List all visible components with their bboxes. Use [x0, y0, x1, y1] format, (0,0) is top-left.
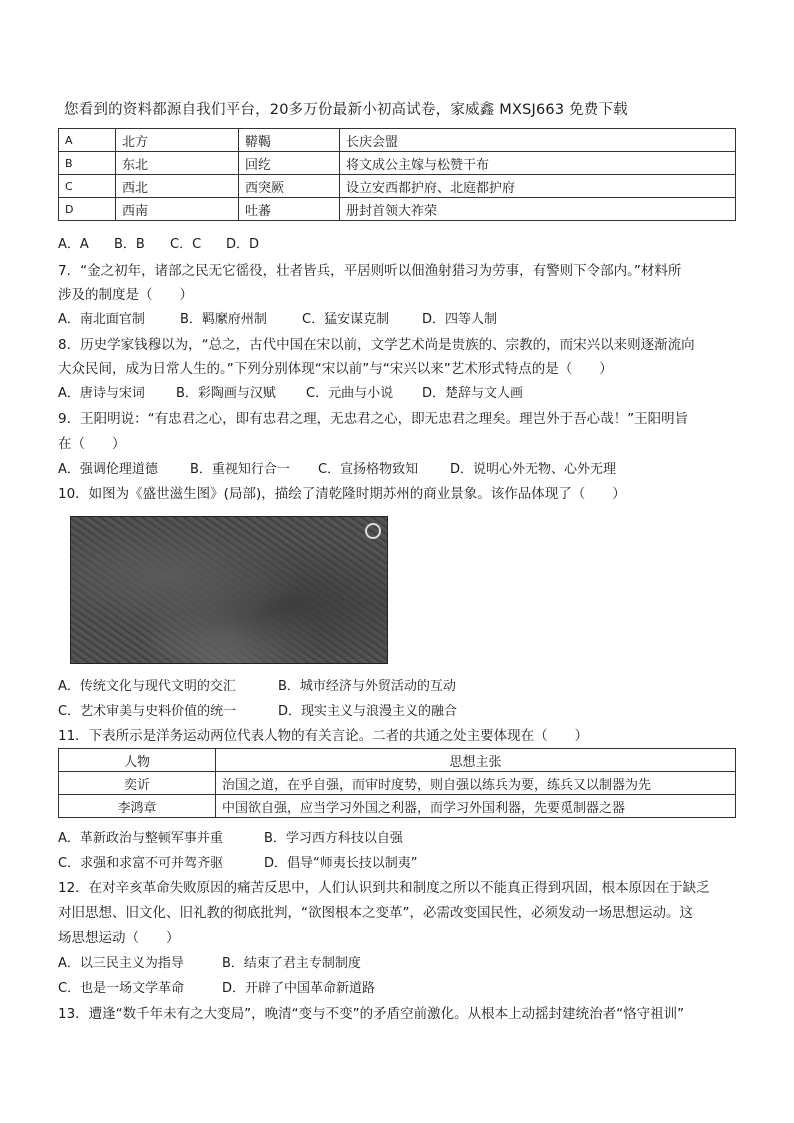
- option-b[interactable]: B．重视知行合一: [190, 462, 290, 477]
- q11-options: [58, 855, 417, 873]
- option-b[interactable]: B．彩陶画与汉赋: [176, 386, 276, 401]
- option-b[interactable]: B．学习西方科技以自强: [264, 831, 403, 846]
- option-b[interactable]: B．羁縻府州制: [180, 312, 267, 327]
- q9-options: [58, 461, 616, 479]
- option-c[interactable]: C．求强和求富不可并驾齐驱: [58, 856, 224, 871]
- option-a[interactable]: A．南北面官制: [58, 312, 145, 327]
- option-d[interactable]: D．现实主义与浪漫主义的融合: [278, 704, 458, 719]
- q10-stem-line: 10．如图为《盛世滋生图》(局部)，描绘了清乾隆时期苏州的商业景象。该作品体现了（ ）: [58, 486, 626, 502]
- option-d[interactable]: D．四等人制: [422, 312, 498, 327]
- q11-options: [58, 830, 403, 848]
- table-row: [59, 198, 736, 221]
- table-header: 人物: [59, 749, 216, 772]
- table-cell: 东北: [116, 152, 239, 175]
- option-d[interactable]: D．D: [226, 237, 260, 252]
- option-c[interactable]: C．艺术审美与史料价值的统一: [58, 704, 237, 719]
- q7-stem-line: 7．“金之初年，诸部之民无它徭役，壮者皆兵，平居则听以佃渔射猎习为劳事，有警则下令部内。”材料所: [58, 263, 682, 279]
- option-b[interactable]: B．结束了君主专制制度: [222, 956, 361, 971]
- table-cell: A: [59, 129, 116, 152]
- table-cell: 西南: [116, 198, 239, 221]
- table-cell: C: [59, 175, 116, 198]
- q12-options: [58, 955, 361, 973]
- table-cell: 将文成公主嫁与松赞干布: [340, 152, 736, 175]
- option-d[interactable]: D．倡导“师夷长技以制夷”: [264, 856, 418, 871]
- option-c[interactable]: C．也是一场文学革命: [58, 981, 185, 996]
- table-cell: 鞯鞨: [239, 129, 340, 152]
- q12-stem-line: 对旧思想、旧文化、旧礼教的彻底批判，“欲图根本之变革”，必需改变国民性，必须发动一场思想运动。这: [58, 905, 693, 921]
- table-cell: 西北: [116, 175, 239, 198]
- q9-stem-line: 在（ ）: [58, 436, 126, 452]
- table-row: [59, 175, 736, 198]
- table-cell: 吐蕃: [239, 198, 340, 221]
- table-cell: 李鸿章: [59, 795, 216, 818]
- table-cell: 设立安西都护府、北庭都护府: [340, 175, 736, 198]
- option-d[interactable]: D．楚辞与文人画: [422, 386, 524, 401]
- q12-options: [58, 980, 375, 998]
- option-c[interactable]: C．元曲与小说: [306, 386, 394, 401]
- option-a[interactable]: A．革新政治与整顿军事并重: [58, 831, 223, 846]
- q6-options: [58, 236, 259, 254]
- option-c[interactable]: C．C: [170, 237, 202, 252]
- table-cell: 治国之道，在乎自强，而审时度势，则自强以练兵为要，练兵又以制器为先: [216, 772, 736, 795]
- table-cell: 长庆会盟: [340, 129, 736, 152]
- q9-stem-line: 9．王阳明说：“有忠君之心，即有忠君之理，无忠君之心，即无忠君之理矣。理岂外于吾心哉！”王阳明旨: [58, 411, 689, 427]
- q8-stem-line: 8．历史学家钱穆以为，“总之，古代中国在宋以前，文学艺术尚是贵族的、宗教的，而宋兴以来则逐渐流向: [58, 337, 695, 353]
- table-header-row: [59, 749, 736, 772]
- q7-options: [58, 311, 497, 329]
- source-banner: 您看到的资料都源自我们平台，20多万份最新小初高试卷，家威鑫 MXSJ663 免费下载: [64, 102, 628, 118]
- table-row: [59, 152, 736, 175]
- q6-table: [58, 128, 736, 221]
- q13-stem-line: 13．遭逢“数千年未有之大变局”，晚清“变与不变”的矛盾空前激化。从根本上动摇封建统治者“恪守祖训”: [58, 1006, 685, 1022]
- table-row: [59, 772, 736, 795]
- table-cell: 北方: [116, 129, 239, 152]
- table-cell: 奕䜣: [59, 772, 216, 795]
- q11-table: [58, 748, 736, 818]
- q8-stem-line: 大众民间，成为日常人生的。”下列分别体现“宋以前”与“宋兴以来”艺术形式特点的是（ ）: [58, 361, 613, 377]
- q12-stem-line: 12．在对辛亥革命失败原因的痛苦反思中，人们认识到共和制度之所以不能真正得到巩固，根本原因在于缺乏: [58, 880, 710, 896]
- option-b[interactable]: B．B: [114, 237, 145, 252]
- table-cell: D: [59, 198, 116, 221]
- q10-options: [58, 703, 457, 721]
- option-d[interactable]: D．说明心外无物、心外无理: [450, 462, 617, 477]
- option-a[interactable]: A．A: [58, 237, 89, 252]
- q12-stem-line: 场思想运动（ ）: [58, 930, 180, 946]
- table-row: [59, 129, 736, 152]
- table-cell: 中国欲自强，应当学习外国之利器，而学习外国利器，先要觅制器之器: [216, 795, 736, 818]
- q11-stem-line: 11．下表所示是洋务运动两位代表人物的有关言论。二者的共通之处主要体现在（ ）: [58, 728, 589, 744]
- option-c[interactable]: C．猛安谋克制: [302, 312, 390, 327]
- q8-options: [58, 385, 523, 403]
- table-cell: B: [59, 152, 116, 175]
- table-cell: 回纥: [239, 152, 340, 175]
- q7-stem-line: 涉及的制度是（ ）: [58, 287, 193, 303]
- painting-image: [70, 516, 388, 664]
- option-c[interactable]: C．宣扬格物致知: [318, 462, 419, 477]
- option-b[interactable]: B．城市经济与外贸活动的互动: [278, 679, 456, 694]
- option-a[interactable]: A．强调伦理道德: [58, 462, 158, 477]
- zoom-icon: [365, 523, 381, 539]
- option-a[interactable]: A．以三民主义为指导: [58, 956, 184, 971]
- q10-options: [58, 678, 456, 696]
- option-d[interactable]: D．开辟了中国革命新道路: [222, 981, 376, 996]
- option-a[interactable]: A．唐诗与宋词: [58, 386, 145, 401]
- option-a[interactable]: A．传统文化与现代文明的交汇: [58, 679, 236, 694]
- table-cell: 册封首领大祚荣: [340, 198, 736, 221]
- table-cell: 西突厥: [239, 175, 340, 198]
- table-header: 思想主张: [216, 749, 736, 772]
- table-row: [59, 795, 736, 818]
